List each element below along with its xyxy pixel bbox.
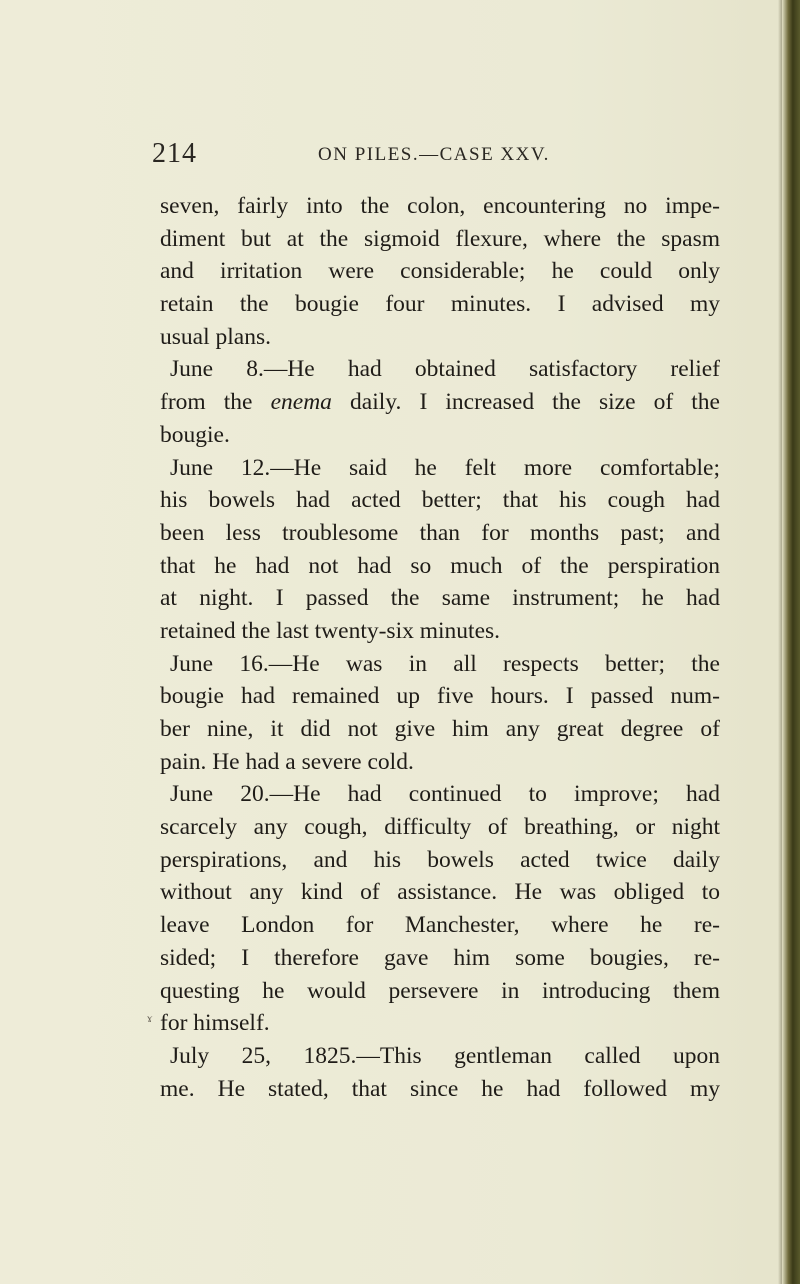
page-number: 214: [152, 138, 197, 169]
ink-speck: ɤ: [147, 1011, 153, 1025]
text-line: been less troublesome than for months past; and: [160, 519, 720, 546]
text-line: June 8.—He had obtained satisfactory relief: [170, 356, 720, 383]
text-line: ber nine, it did not give him any great degree of: [160, 716, 720, 742]
text-line: from the enema daily. I increased the size of the: [160, 389, 720, 416]
text-line: retain the bougie four minutes. I advised my: [160, 291, 720, 318]
text-line: pain. He had a severe cold.: [160, 748, 414, 775]
text-line: for himself.: [160, 1010, 270, 1037]
text-line: bougie.: [160, 421, 230, 448]
text-line: June 20.—He had continued to improve; had: [170, 781, 720, 808]
body-text: [160, 190, 720, 1105]
text-line: sided; I therefore gave him some bougies, re-: [160, 944, 720, 971]
text-line: June 12.—He said he felt more comfortable;: [170, 454, 720, 481]
text-line: questing he would persevere in introducing them: [160, 977, 720, 1004]
text-line: July 25, 1825.—This gentleman called upon: [170, 1042, 720, 1069]
text-line: without any kind of assistance. He was obliged to: [160, 879, 720, 906]
running-head: ON PILES.—CASE XXV.: [318, 144, 550, 165]
text-line: seven, fairly into the colon, encountering no impe-: [160, 193, 720, 219]
text-line: diment but at the sigmoid flexure, where the spasm: [160, 225, 720, 252]
text-line: me. He stated, that since he had followed my: [160, 1075, 720, 1102]
text-line: scarcely any cough, difficulty of breathing, or night: [160, 814, 720, 841]
italic-word: enema: [270, 389, 332, 416]
text-line: June 16.—He was in all respects better; the: [170, 650, 720, 677]
text-line: and irritation were considerable; he could only: [160, 258, 720, 285]
text-line: leave London for Manchester, where he re-: [160, 912, 720, 939]
text-line: at night. I passed the same instrument; he had: [160, 585, 720, 612]
page-header: [152, 138, 752, 178]
text-line: bougie had remained up five hours. I passed num-: [160, 683, 720, 710]
book-spine-edge: [782, 0, 800, 1284]
text-line: perspirations, and his bowels acted twice daily: [160, 846, 720, 873]
text-line: his bowels had acted better; that his cough had: [160, 487, 720, 514]
text-line: usual plans.: [160, 323, 271, 350]
text-line: retained the last twenty-six minutes.: [160, 617, 501, 644]
text-line: that he had not had so much of the perspiration: [160, 552, 720, 579]
